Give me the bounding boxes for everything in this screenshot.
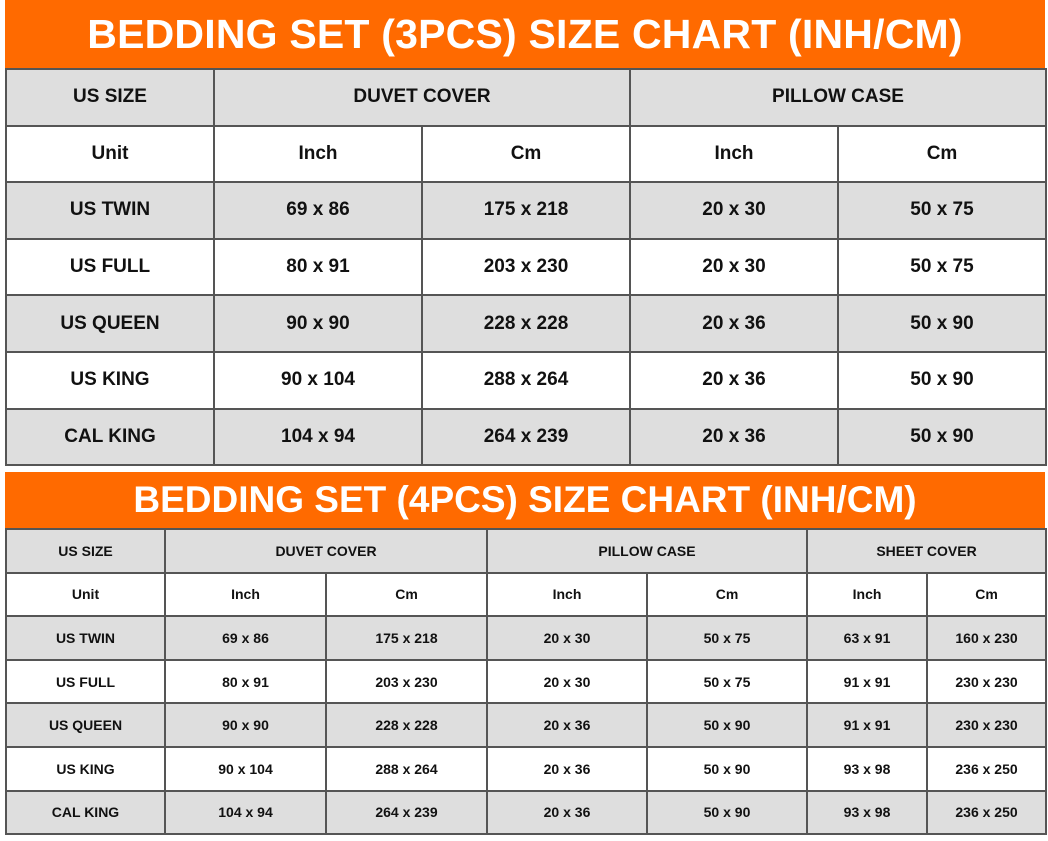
pillow-cm-cell: 50 x 90 [838,352,1046,409]
duvet-cm-cell: 228 x 228 [422,295,630,352]
pillow-inch-cell: 20 x 36 [630,295,838,352]
size-cell: US FULL [6,660,165,704]
pillow-cm-cell: 50 x 75 [838,182,1046,239]
size-cell: US QUEEN [6,703,165,747]
unit-pillow-inch: Inch [487,573,647,617]
sheet-inch-cell: 91 x 91 [807,660,927,704]
size-cell: CAL KING [6,791,165,835]
pillow-cm-cell: 50 x 75 [838,239,1046,296]
duvet-cm-cell: 203 x 230 [326,660,487,704]
unit-label: Unit [6,126,214,183]
table-row [6,747,1046,791]
pillow-inch-cell: 20 x 36 [487,791,647,835]
table-row [6,660,1046,704]
size-cell: US TWIN [6,616,165,660]
unit-duvet-cm: Cm [422,126,630,183]
sheet-cm-cell: 236 x 250 [927,791,1046,835]
header-duvet-cover: DUVET COVER [214,69,630,126]
table-header-row [6,69,1046,126]
unit-duvet-cm: Cm [326,573,487,617]
table-row [6,182,1046,239]
table-row [6,295,1046,352]
sheet-cm-cell: 230 x 230 [927,703,1046,747]
unit-sheet-inch: Inch [807,573,927,617]
unit-sheet-cm: Cm [927,573,1046,617]
size-table-3pcs [5,68,1047,466]
table-unit-row [6,126,1046,183]
unit-label: Unit [6,573,165,617]
table-row [6,703,1046,747]
header-sheet-cover: SHEET COVER [807,529,1046,573]
duvet-inch-cell: 80 x 91 [165,660,326,704]
duvet-cm-cell: 264 x 239 [326,791,487,835]
pillow-cm-cell: 50 x 90 [838,409,1046,466]
size-cell: CAL KING [6,409,214,466]
table-header-row [6,529,1046,573]
duvet-cm-cell: 264 x 239 [422,409,630,466]
pillow-cm-cell: 50 x 75 [647,660,807,704]
duvet-inch-cell: 80 x 91 [214,239,422,296]
size-cell: US QUEEN [6,295,214,352]
unit-duvet-inch: Inch [214,126,422,183]
table-row [6,616,1046,660]
size-table-4pcs [5,528,1047,835]
pillow-cm-cell: 50 x 75 [647,616,807,660]
unit-pillow-cm: Cm [647,573,807,617]
header-us-size: US SIZE [6,529,165,573]
duvet-cm-cell: 203 x 230 [422,239,630,296]
pillow-cm-cell: 50 x 90 [838,295,1046,352]
pillow-cm-cell: 50 x 90 [647,703,807,747]
duvet-inch-cell: 69 x 86 [214,182,422,239]
duvet-inch-cell: 90 x 90 [214,295,422,352]
table-row [6,791,1046,835]
duvet-cm-cell: 175 x 218 [422,182,630,239]
duvet-cm-cell: 288 x 264 [326,747,487,791]
chart-title-3pcs: BEDDING SET (3PCS) SIZE CHART (INH/CM) [5,0,1045,68]
table-row [6,409,1046,466]
duvet-inch-cell: 104 x 94 [165,791,326,835]
pillow-inch-cell: 20 x 36 [630,352,838,409]
duvet-cm-cell: 175 x 218 [326,616,487,660]
pillow-inch-cell: 20 x 30 [487,616,647,660]
sheet-inch-cell: 93 x 98 [807,791,927,835]
pillow-inch-cell: 20 x 36 [487,703,647,747]
pillow-inch-cell: 20 x 36 [630,409,838,466]
table-row [6,239,1046,296]
pillow-cm-cell: 50 x 90 [647,791,807,835]
sheet-inch-cell: 93 x 98 [807,747,927,791]
duvet-inch-cell: 69 x 86 [165,616,326,660]
size-cell: US KING [6,747,165,791]
duvet-inch-cell: 90 x 90 [165,703,326,747]
pillow-inch-cell: 20 x 30 [487,660,647,704]
size-cell: US FULL [6,239,214,296]
sheet-cm-cell: 236 x 250 [927,747,1046,791]
sheet-cm-cell: 160 x 230 [927,616,1046,660]
pillow-inch-cell: 20 x 36 [487,747,647,791]
unit-pillow-cm: Cm [838,126,1046,183]
table-row [6,352,1046,409]
unit-pillow-inch: Inch [630,126,838,183]
header-us-size: US SIZE [6,69,214,126]
duvet-inch-cell: 104 x 94 [214,409,422,466]
header-pillow-case: PILLOW CASE [487,529,807,573]
size-cell: US KING [6,352,214,409]
unit-duvet-inch: Inch [165,573,326,617]
duvet-inch-cell: 90 x 104 [165,747,326,791]
chart-title-4pcs: BEDDING SET (4PCS) SIZE CHART (INH/CM) [5,472,1045,528]
sheet-cm-cell: 230 x 230 [927,660,1046,704]
sheet-inch-cell: 91 x 91 [807,703,927,747]
pillow-inch-cell: 20 x 30 [630,239,838,296]
header-duvet-cover: DUVET COVER [165,529,487,573]
duvet-inch-cell: 90 x 104 [214,352,422,409]
duvet-cm-cell: 228 x 228 [326,703,487,747]
pillow-cm-cell: 50 x 90 [647,747,807,791]
sheet-inch-cell: 63 x 91 [807,616,927,660]
table-unit-row [6,573,1046,617]
pillow-inch-cell: 20 x 30 [630,182,838,239]
header-pillow-case: PILLOW CASE [630,69,1046,126]
size-cell: US TWIN [6,182,214,239]
duvet-cm-cell: 288 x 264 [422,352,630,409]
